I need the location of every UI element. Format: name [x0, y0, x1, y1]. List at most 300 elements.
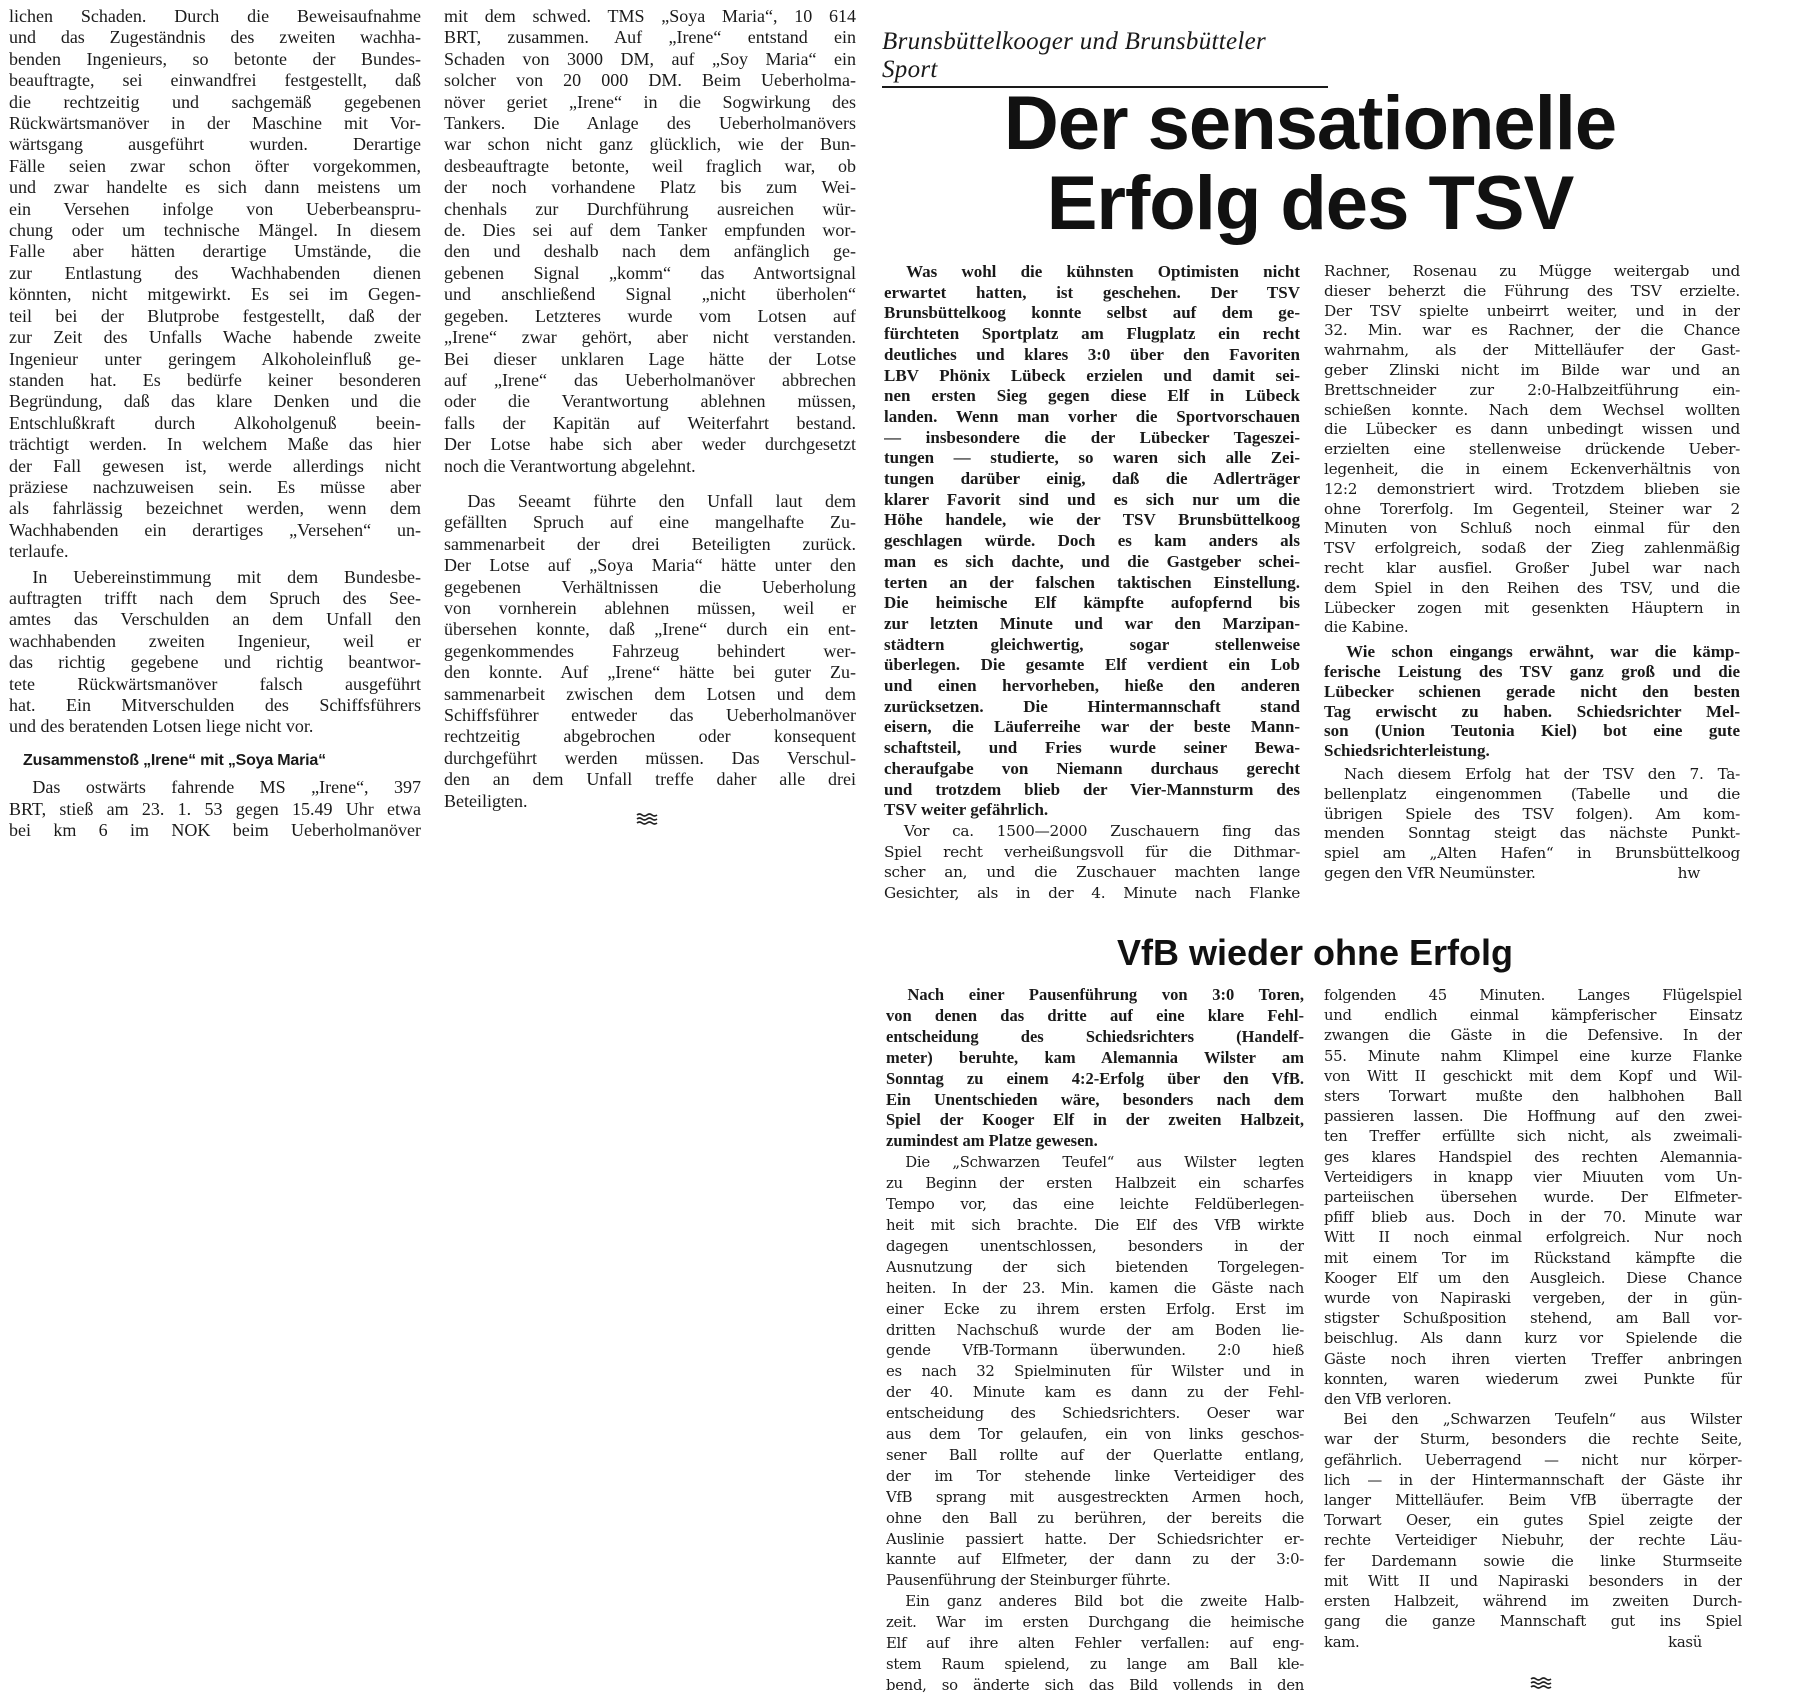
text-line [1324, 1349, 1742, 1369]
text-line [886, 1508, 1304, 1529]
text-line [444, 70, 856, 91]
text-line [1324, 302, 1740, 322]
text-line-content: zur Zeit des Unfalls Wache habende zweite [9, 327, 421, 348]
text-line [444, 391, 856, 412]
text-line-content: und einen hervorheben, hieße den anderen [884, 676, 1300, 696]
text-line-content: ohne Torerfolg. Im Gegenteil, Steiner war 2 [1324, 499, 1740, 518]
text-line [886, 1194, 1304, 1215]
text-line [1324, 682, 1740, 702]
text-line [884, 552, 1300, 573]
text-line-content: sener Ball rollte auf der Querlatte entlang, [886, 1445, 1304, 1464]
text-line-content: bei km 6 im NOK beim Ueberholmanöver [9, 820, 421, 841]
text-line [1324, 1147, 1742, 1167]
text-line-content: desbeauftragte betonte, weil fraglich war, ob [444, 155, 856, 176]
text-line-content: falls der Kapitän auf Weiterfahrt bestand. [444, 412, 856, 433]
text-line [9, 567, 421, 588]
text-line-content: passieren lassen. Die Hoffnung auf den zwei- [1324, 1107, 1742, 1126]
headline-line-1: Der sensationelle [1003, 81, 1617, 166]
text-line-content: sammenarbeit zwischen dem Lotsen und dem [444, 683, 856, 704]
tsv-article-column-2 [1324, 262, 1740, 884]
text-line-content: hat. Ein Mitverschulden des Schiffsführers [9, 695, 421, 715]
text-line-content: Brettschneider zur 2:0-Halbzeitführung ein- [1324, 380, 1740, 399]
text-line-content: Lübecker zogen mit gesenkten Häuptern in [1324, 598, 1740, 617]
text-line-content: es nach 32 Spielminuten für Wilster und in [886, 1362, 1304, 1381]
text-line [886, 985, 1304, 1006]
author-signature: kasü [1668, 1632, 1702, 1651]
paragraph [444, 6, 856, 477]
text-line-content: Kooger Elf um den Ausgleich. Diese Chance [1324, 1268, 1742, 1287]
paragraph [1324, 642, 1740, 761]
text-line-content: ein Versehen infolge von Ueberbeanspru- [9, 198, 421, 219]
text-line-content: amtes das Verschulden an dem Unfall den [9, 609, 421, 630]
text-line [1324, 985, 1742, 1005]
text-line [444, 534, 856, 555]
text-line [884, 469, 1300, 490]
left-article-column-1 [9, 6, 421, 841]
paragraph [444, 491, 856, 812]
text-line [1324, 381, 1740, 401]
paragraph [886, 985, 1304, 1152]
text-line-content: der Fall gewesen ist, werde allerdings nicht [9, 455, 421, 476]
text-line-content: deutliches und klares 3:0 über den Favoriten [884, 344, 1300, 364]
text-line [1324, 1187, 1742, 1207]
text-line-content: zur letzten Minute und war den Marzipan- [884, 613, 1300, 633]
text-line [884, 842, 1300, 863]
text-line-content: nen ersten Sieg gegen diese Elf in Lübeck [884, 386, 1300, 406]
text-line [886, 1257, 1304, 1278]
text-line [9, 327, 421, 348]
text-line [9, 456, 421, 477]
text-line-content: meter) beruhte, kam Alemannia Wilster am [886, 1047, 1304, 1067]
text-line [884, 573, 1300, 594]
text-line [886, 1320, 1304, 1341]
text-line [1324, 341, 1740, 361]
text-line-content: Bei den „Schwarzen Teufeln“ aus Wilster [1343, 1410, 1742, 1429]
text-line [9, 541, 421, 562]
text-line-content: Wachhabenden ein derartiges „Versehen“ un- [9, 519, 421, 540]
text-line-content: gegebenen Verhältnissen die Ueberholung [444, 576, 856, 597]
text-line [444, 598, 856, 619]
text-line-content: recht klar ausfiel. Großer Jubel war nach [1324, 558, 1740, 577]
text-line [1324, 361, 1740, 381]
text-line-content: chenhals zur Durchführung ausreichen wür- [444, 198, 856, 219]
text-line [1324, 805, 1740, 825]
text-line-content: kam. [1324, 1632, 1360, 1651]
text-line-content: von Witt II geschickt mit dem Kopf und Wil- [1324, 1066, 1742, 1085]
text-line-content: Ausnutzung der sich bietenden Torgelegen- [886, 1257, 1304, 1276]
paragraph [9, 567, 421, 738]
text-line-content: Die „Schwarzen Teufel“ aus Wilster legten [905, 1153, 1304, 1172]
text-line [884, 593, 1300, 614]
text-line [9, 609, 421, 630]
text-line [886, 1382, 1304, 1403]
text-line [9, 695, 421, 716]
text-line [886, 1591, 1304, 1612]
text-line [884, 738, 1300, 759]
text-line [1324, 844, 1740, 864]
text-line-content: Die heimische Elf kämpfte aufopfernd bis [884, 593, 1300, 613]
text-line-content: Schaden von 3000 DM, auf „Soy Maria“ ein [444, 48, 856, 69]
text-line-content: zurücksetzen. Die Hintermannschaft stand [884, 696, 1300, 716]
text-line-content: cheraufgabe von Niemann durchaus gerecht [884, 758, 1300, 778]
text-line [444, 434, 856, 455]
text-line-content: fer Dardemann sowie die linke Sturmseite [1324, 1551, 1742, 1570]
text-line [886, 1340, 1304, 1361]
text-line-content: stigster Schußposition stehend, am Ball vor- [1324, 1309, 1742, 1328]
text-line-content: spiel am „Alten Hafen“ in Brunsbüttelkoog [1324, 844, 1740, 863]
text-line-content: gende VfB-Tormann überwunden. 2:0 hieß [886, 1341, 1304, 1360]
text-line [9, 498, 421, 519]
text-line-content: Tankers. Die Anlage des Ueberholmanövers [444, 113, 856, 134]
text-line [1324, 1086, 1742, 1106]
text-line-content: Beteiligten. [444, 790, 528, 811]
text-line [1324, 559, 1740, 579]
text-line [9, 199, 421, 220]
text-line-content: gebenen Signal „komm“ das Antwortsignal [444, 262, 856, 283]
text-line [9, 820, 421, 841]
text-line [886, 1654, 1304, 1675]
text-line [444, 6, 856, 27]
text-line [1324, 519, 1740, 539]
text-line-content: sters Torwart mußte den halbhohen Ball [1324, 1087, 1742, 1106]
text-line [444, 327, 856, 348]
text-line [444, 177, 856, 198]
text-line-content: konnten, waren wiederum zwei Punkte für [1324, 1369, 1742, 1388]
text-line-content: war der Sturm, besonders die rechte Seite, [1324, 1430, 1742, 1449]
text-line-content: TSV erfolgreich, sodaß der Zieg zahlenmäßig [1324, 539, 1740, 558]
text-line [9, 284, 421, 305]
paragraph [9, 777, 421, 841]
text-line-content: Fälle seien zwar schon öfter vorgekommen, [9, 155, 421, 176]
text-line [886, 1069, 1304, 1090]
text-line [1324, 1591, 1742, 1611]
text-line-content: Bei dieser unklaren Lage hätte der Lotse [444, 348, 856, 369]
text-line-content: landen. Wenn man vorher die Sportvorschauen [884, 406, 1300, 426]
left-article-column-2 [444, 6, 856, 812]
text-line-content: Tempo vor, das eine leichte Feldüberlegen- [886, 1195, 1304, 1214]
text-line-content: Entschlußkraft durch Alkoholgenuß beein- [9, 412, 421, 433]
text-line-content: ersten Halbzeit, während im zweiten Durch- [1324, 1592, 1742, 1611]
text-line-content: der 40. Minute kam es dann zu der Fehl- [886, 1383, 1304, 1402]
text-line [444, 370, 856, 391]
text-line-content: übersehen konnte, daß „Irene“ durch ein ent- [444, 619, 856, 640]
paragraph [1324, 985, 1742, 1409]
tsv-article-headline [880, 81, 1740, 246]
text-line [9, 413, 421, 434]
text-line [1324, 282, 1740, 302]
text-line-content: 12:2 demonstriert wird. Trotzdem blieben sie [1324, 479, 1740, 498]
text-line-content: teil bei der Blutprobe festgestellt, daß der [9, 305, 421, 326]
text-line-content: ferische Leistung des TSV ganz groß und die [1324, 661, 1740, 681]
text-line-content: gefährlich. Ueberragend — nicht nur körper- [1324, 1450, 1742, 1469]
text-line [444, 349, 856, 370]
text-line [886, 1403, 1304, 1424]
text-line-content: standen hat. Es bedürfe keiner besonderen [9, 369, 421, 390]
text-line [444, 705, 856, 726]
text-line [1324, 500, 1740, 520]
text-line [884, 531, 1300, 552]
text-line-content: gegenkommendes Fahrzeug behindert wer- [444, 640, 856, 661]
text-line-content: zwangen die Gäste in die Defensive. In der [1324, 1026, 1742, 1045]
text-line [884, 407, 1300, 428]
text-line-content: Pausenführung der Steinburger führte. [886, 1571, 1171, 1590]
text-line-content: Rückwärtsmanöver in der Maschine mit Vor- [9, 113, 421, 134]
text-line-content: 55. Minute nahm Klimpel eine kurze Flanke [1324, 1046, 1742, 1065]
text-line [444, 49, 856, 70]
tsv-article-column-1 [884, 262, 1300, 904]
text-line-content: wachhabenden zweiten Ingenieur, weil er [9, 630, 421, 651]
text-line [1324, 1571, 1742, 1591]
text-line [886, 1090, 1304, 1111]
text-line [1324, 785, 1740, 805]
text-line [9, 799, 421, 820]
text-line-content: man es sich dachte, und die Gastgeber schei- [884, 551, 1300, 571]
text-line-content: könnten, nicht mitgewirkt. Es sei im Gegen- [9, 284, 421, 305]
text-line-content: kannte auf Elfmeter, der dann zu der 3:0- [886, 1550, 1304, 1569]
text-line [884, 345, 1300, 366]
text-line-content: auftragten trifft nach dem Spruch des See- [9, 587, 421, 608]
text-line [1324, 1005, 1742, 1025]
text-line [886, 1215, 1304, 1236]
text-line [444, 27, 856, 48]
text-line-content: dem Spiel in den Reihen des TSV, und die [1324, 578, 1740, 597]
text-line [1324, 440, 1740, 460]
text-line-content: mit einem Tor im Rückstand kämpfte die [1324, 1248, 1742, 1267]
paragraph [1324, 765, 1740, 884]
text-line [1324, 1227, 1742, 1247]
text-line [884, 717, 1300, 738]
text-line [886, 1549, 1304, 1570]
text-line-content: klarer Favorit sind und es sich nur um die [884, 489, 1300, 509]
text-line [884, 303, 1300, 324]
paragraph [886, 1152, 1304, 1591]
text-line-content: lichen Schaden. Durch die Beweisaufnahme [9, 6, 421, 26]
text-line [886, 1612, 1304, 1633]
text-line [444, 769, 856, 790]
text-line-content: Ingenieur unter geringem Alkoholeinfluß ge- [9, 348, 421, 369]
text-line-content: Das Seeamt führte den Unfall laut dem [467, 490, 856, 511]
text-line [444, 92, 856, 113]
text-line [884, 510, 1300, 531]
text-line [1324, 1369, 1742, 1389]
text-line [1324, 702, 1740, 722]
text-line-content: entscheidung des Schiedsrichters. Oeser war [886, 1404, 1304, 1423]
text-line-content: von vornherein ablehnen müssen, weil er [444, 597, 856, 618]
text-line-content: und des beratenden Lotsen liege nicht vor. [9, 716, 314, 737]
text-line-content: noch die Verantwortung abgelehnt. [444, 455, 696, 476]
text-line-content: stem Raum spielend, zu lange am Ball kle- [886, 1655, 1304, 1673]
end-of-article-divider-icon [1530, 1676, 1552, 1690]
text-line-content: oder die Verantwortung ablehnen müssen, [444, 391, 856, 412]
text-line-content: ten Treffer erfüllte sich nicht, als zweimali- [1324, 1127, 1742, 1146]
subheading: Zusammenstoß „Irene“ mit „Soya Maria“ [23, 751, 326, 769]
text-line [1324, 1046, 1742, 1066]
text-line [9, 716, 421, 737]
text-line-content: parteiischen übersehen wurde. Der Elfmeter- [1324, 1188, 1742, 1207]
text-line [886, 1152, 1304, 1173]
text-line-content: Elf auf ihre alten Fehler verfallen: auf eng- [886, 1634, 1304, 1653]
text-line [444, 555, 856, 576]
text-line-content: Rachner, Rosenau zu Mügge weitergab und [1324, 262, 1740, 280]
text-line-content: übrigen Spiele des TSV folgen). Am kom- [1324, 804, 1740, 823]
text-line-content: folgenden 45 Minuten. Langes Flügelspiel [1324, 986, 1742, 1004]
text-line-content: VfB sprang mit ausgestreckten Armen hoch, [886, 1487, 1304, 1506]
text-line-content: dagegen unentschlossen, besonders in der [886, 1236, 1304, 1255]
vfb-article-column-1 [886, 985, 1304, 1696]
text-line-content: Auslinie passiert hatte. Der Schiedsrichter er- [886, 1529, 1304, 1548]
text-line-content: überlegen. Die gesamte Elf verdient ein Lob [884, 655, 1300, 675]
text-line [1324, 864, 1740, 884]
text-line-content: zeit. War im ersten Durchgang die heimische [886, 1613, 1304, 1632]
text-line-content: gegen den VfR Neumünster. [1324, 863, 1536, 882]
text-line [9, 306, 421, 327]
text-line [884, 635, 1300, 656]
text-line [444, 241, 856, 262]
text-line-content: eisern, die Läuferreihe war der beste Mann- [884, 717, 1300, 737]
text-line-content: schießen konnte. Nach dem Wechsel wollten [1324, 400, 1740, 419]
text-line [444, 306, 856, 327]
text-line-content: geschlagen würde. Doch es kam anders als [884, 531, 1300, 551]
text-line-content: die Lübecker es dann unbedingt wissen und [1324, 420, 1740, 439]
text-line [1324, 1429, 1742, 1449]
text-line [1324, 1470, 1742, 1490]
text-line-content: bend, so änderte sich das Bild vollends in den [886, 1675, 1304, 1694]
text-line [1324, 1409, 1742, 1429]
text-line-content: der im Tor stehende linke Verteidiger des [886, 1466, 1304, 1485]
text-line [444, 413, 856, 434]
text-line-content: BRT, zusammen. Auf „Irene“ entstand ein [444, 27, 856, 48]
text-line [886, 1173, 1304, 1194]
text-line [444, 748, 856, 769]
text-line [886, 1361, 1304, 1382]
text-line-content: „Irene“ zwar gehört, aber nicht verstanden. [444, 327, 856, 348]
text-line-content: lich — in der Hintermannschaft der Gäste ihr [1324, 1470, 1742, 1489]
text-line [1324, 1308, 1742, 1328]
text-line [444, 662, 856, 683]
text-line [884, 821, 1300, 842]
text-line [1324, 618, 1740, 638]
text-line-content: den an dem Unfall treffe daher alle drei [444, 769, 856, 790]
text-line-content: bellenplatz eingenommen (Tabelle und die [1324, 784, 1740, 803]
text-line-content: beauftragte, sei einwandfrei festgestellt, daß [9, 70, 421, 91]
text-line-content: terlaufe. [9, 541, 69, 562]
headline-line-2: Erfolg des TSV [1046, 161, 1574, 246]
text-line [1324, 721, 1740, 741]
text-line-content: Der TSV spielte unbeirrt weiter, und in der [1324, 301, 1740, 320]
text-line-content: heiten. In der 23. Min. kamen die Gäste nach [886, 1278, 1304, 1297]
text-line-content: Das ostwärts fahrende MS „Irene“, 397 [32, 777, 421, 798]
text-line [9, 434, 421, 455]
text-line [886, 1131, 1304, 1152]
text-line-content: erzielten eine stellenweise drückende Ueber- [1324, 440, 1740, 459]
text-line-content: Brunsbüttelkoog konnte selbst auf dem ge- [884, 303, 1300, 323]
text-line [884, 697, 1300, 718]
text-line [886, 1529, 1304, 1550]
text-line [9, 49, 421, 70]
text-line [9, 27, 421, 48]
text-line-content: und anschließend Signal „nicht überholen“ [444, 284, 856, 305]
text-line [1324, 539, 1740, 559]
text-line [1324, 642, 1740, 662]
text-line [9, 177, 421, 198]
text-line-content: tungen darüber einig, daß die Adlerträger [884, 469, 1300, 489]
text-line [1324, 1510, 1742, 1530]
text-line [9, 520, 421, 541]
text-line [444, 284, 856, 305]
text-line [1324, 599, 1740, 619]
text-line-content: dieser beherzt die Führung des TSV erzielte. [1324, 281, 1740, 300]
text-line [444, 684, 856, 705]
text-line-content: menden Sonntag steigt das nächste Punkt- [1324, 824, 1740, 843]
text-line-content: son (Union Teutonia Kiel) bot eine gute [1324, 721, 1740, 741]
text-line-content: növer geriet „Irene“ in die Sogwirkung des [444, 91, 856, 112]
text-line-content: wahrnahm, als der Mittelläufer der Gast- [1324, 341, 1740, 360]
text-line [444, 577, 856, 598]
text-line [9, 391, 421, 412]
text-line [1324, 1551, 1742, 1571]
text-line-content: legenheit, die in einem Eckenverhältnis von [1324, 459, 1740, 478]
text-line [884, 676, 1300, 697]
text-line-content: Spiel der Kooger Elf in der zweiten Halbzeit, [886, 1110, 1304, 1130]
text-line [884, 283, 1300, 304]
text-line-content: die rechtzeitig und sachgemäß gegebenen [9, 91, 421, 112]
text-line [886, 1236, 1304, 1257]
text-line [884, 324, 1300, 345]
text-line [444, 156, 856, 177]
text-line-content: zur Entlastung des Wachhabenden dienen [9, 262, 421, 283]
text-line [444, 263, 856, 284]
text-line-content: den konnte. Auf „Irene“ hätte bei guter Zu- [444, 662, 856, 683]
text-line-content: terten an der falschen taktischen Einstellung. [884, 572, 1300, 592]
text-line [884, 780, 1300, 801]
text-line-content: Falle aber hätten derartige Umstände, die [9, 241, 421, 262]
text-line-content: fürchteten Sportplatz am Flugplatz ein recht [884, 324, 1300, 344]
text-line-content: gegeben. Letzteres wurde vom Lotsen auf [444, 305, 856, 326]
author-signature: hw [1677, 863, 1700, 882]
text-line-content: Nach einer Pausenführung von 3:0 Toren, [907, 985, 1304, 1004]
text-line [1324, 824, 1740, 844]
text-line [886, 1570, 1304, 1591]
text-line [1324, 1530, 1742, 1550]
text-line-content: Gäste noch ihren vierten Treffer anbringen [1324, 1349, 1742, 1368]
text-line [1324, 1632, 1742, 1652]
text-line-content: mit dem schwed. TMS „Soya Maria“, 10 614 [444, 6, 856, 26]
paragraph [1324, 1409, 1742, 1651]
text-line-content: durchgeführt werden müssen. Das Verschul- [444, 747, 856, 768]
text-line [1324, 662, 1740, 682]
text-line [444, 512, 856, 533]
text-line-content: dritten Nachschuß wurde der am Boden lie- [886, 1320, 1304, 1339]
text-line [9, 588, 421, 609]
text-line-content: mit Witt II und Napiraski besonders in der [1324, 1571, 1742, 1590]
text-line [884, 386, 1300, 407]
text-line-content: langer Mittelläufer. Beim VfB überragte der [1324, 1491, 1742, 1510]
text-line-content: entscheidung des Schiedsrichters (Handelf- [886, 1026, 1304, 1046]
text-line-content: wurde von Napiraski vergeben, der in gün- [1324, 1289, 1742, 1308]
text-line [1324, 1611, 1742, 1631]
text-line [884, 366, 1300, 387]
text-line [886, 1048, 1304, 1069]
text-line [886, 1633, 1304, 1654]
text-line-content: LBV Phönix Lübeck erzielen und damit sei- [884, 365, 1300, 385]
text-line-content: rechte Verteidiger Niebuhr, der rechte Läu- [1324, 1531, 1742, 1550]
text-line-content: den VfB verloren. [1324, 1390, 1452, 1409]
text-line [1324, 741, 1740, 761]
text-line [444, 619, 856, 640]
text-line [444, 791, 856, 812]
text-line-content: und zwar handelte es sich dann meistens um [9, 177, 421, 198]
text-line [9, 220, 421, 241]
